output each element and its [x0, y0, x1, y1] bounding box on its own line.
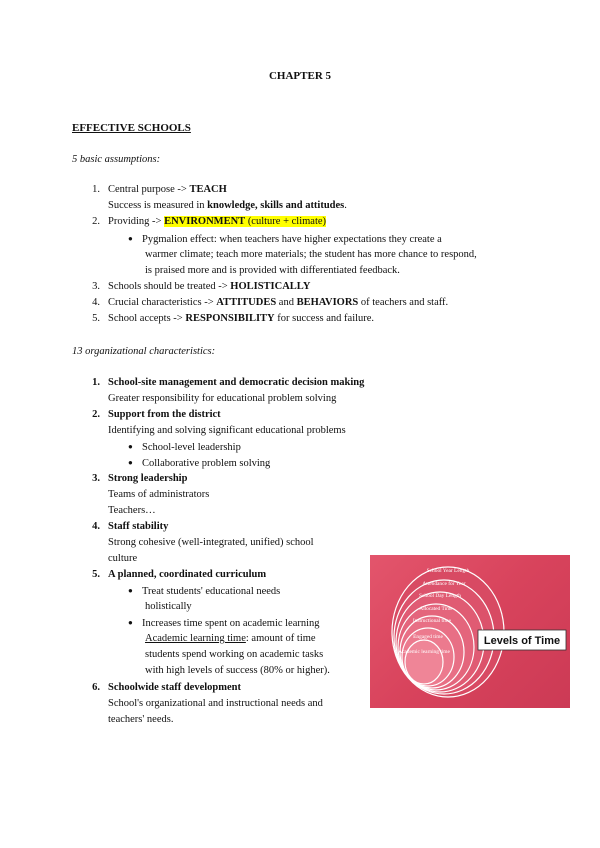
assumption-1: 1. Central purpose -> TEACH — [92, 184, 227, 195]
assumption-3: 3. Schools should be treated -> HOLISTICALLY — [92, 281, 311, 292]
assumption-5: 5. School accepts -> RESPONSIBILITY for success and failure. — [92, 313, 375, 324]
characteristic-4-line-2: culture — [108, 553, 138, 564]
ring-label-2: School Day Length — [419, 593, 461, 599]
bullet-dot: ● — [128, 234, 133, 243]
characteristic-1-line: Greater responsibility for educational problem solving — [108, 393, 337, 404]
characteristic-2-line: Identifying and solving significant educational problems — [108, 425, 346, 436]
ring-academic-learning — [405, 640, 443, 684]
ring-label-0: School Year Length — [426, 568, 470, 574]
assumption-4: 4. Crucial characteristics -> ATTITUDES and BEHAVIORS of teachers and staff. — [92, 297, 449, 308]
characteristic-6: 6. Schoolwide staff development — [92, 682, 241, 693]
pygmalion-line-3: is praised more and is provided with differentiated feedback. — [145, 265, 400, 276]
bullet-dot: ● — [128, 618, 133, 627]
characteristic-6-line-2: teachers' needs. — [108, 714, 174, 725]
levels-of-time-figure — [370, 555, 570, 708]
characteristic-3-line-2: Teachers… — [108, 505, 156, 516]
characteristic-3: 3. Strong leadership — [92, 473, 188, 484]
bullet-dot: ● — [128, 586, 133, 595]
ring-label-5: Engaged time — [413, 634, 443, 640]
characteristic-5-bullet-2-line-3: students spend working on academic tasks — [145, 649, 324, 660]
section-heading: EFFECTIVE SCHOOLS — [72, 122, 191, 134]
assumptions-label: 5 basic assumptions: — [72, 154, 161, 165]
levels-of-time-diagram — [370, 555, 570, 708]
assumption-2: 2. Providing -> ENVIRONMENT (culture + climate) — [92, 216, 327, 227]
characteristic-3-line-1: Teams of administrators — [108, 489, 210, 500]
bullet-dot: ● — [128, 442, 133, 451]
characteristic-1: 1. School-site management and democratic decision making — [92, 377, 365, 388]
ring-label-4: Instructional time — [412, 618, 452, 624]
ring-label-6: Academic learning time — [398, 649, 450, 655]
characteristic-5-bullet-1-cont: holistically — [145, 601, 192, 612]
pygmalion-line-2: warmer climate; teach more materials; the student has more chance to respond, — [145, 249, 477, 260]
ring-label-1: Attendance for Year — [422, 581, 466, 587]
figure-title: Levels of Time — [483, 635, 561, 647]
characteristic-5-bullet-2-line-4: with high levels of success (80% or higher). — [145, 665, 330, 676]
ring-label-3: Allocated Time — [419, 606, 453, 612]
characteristic-4: 4. Staff stability — [92, 521, 169, 532]
organizational-label: 13 organizational characteristics: — [72, 346, 216, 357]
bullet-dot: ● — [128, 458, 133, 467]
characteristic-5-bullet-1: ● Treat students' educational needs — [128, 583, 280, 600]
chapter-title: CHAPTER 5 — [268, 70, 332, 82]
characteristic-2-bullet-1: ● School-level leadership — [128, 439, 241, 456]
characteristic-4-line-1: Strong cohesive (well-integrated, unified) school — [108, 537, 314, 548]
characteristic-5: 5. A planned, coordinated curriculum — [92, 569, 267, 580]
academic-learning-time-definition: Academic learning time: amount of time — [145, 633, 316, 644]
characteristic-2: 2. Support from the district — [92, 409, 221, 420]
characteristic-6-line-1: School's organizational and instructional needs and — [108, 698, 323, 709]
characteristic-5-bullet-2: ● Increases time spent on academic learning — [128, 615, 320, 632]
pygmalion-bullet: ● Pygmalion effect: when teachers have higher expectations they create a — [128, 231, 442, 248]
assumption-1-detail: Success is measured in knowledge, skills and attitudes. — [108, 200, 347, 211]
characteristic-2-bullet-2: ● Collaborative problem solving — [128, 455, 270, 472]
